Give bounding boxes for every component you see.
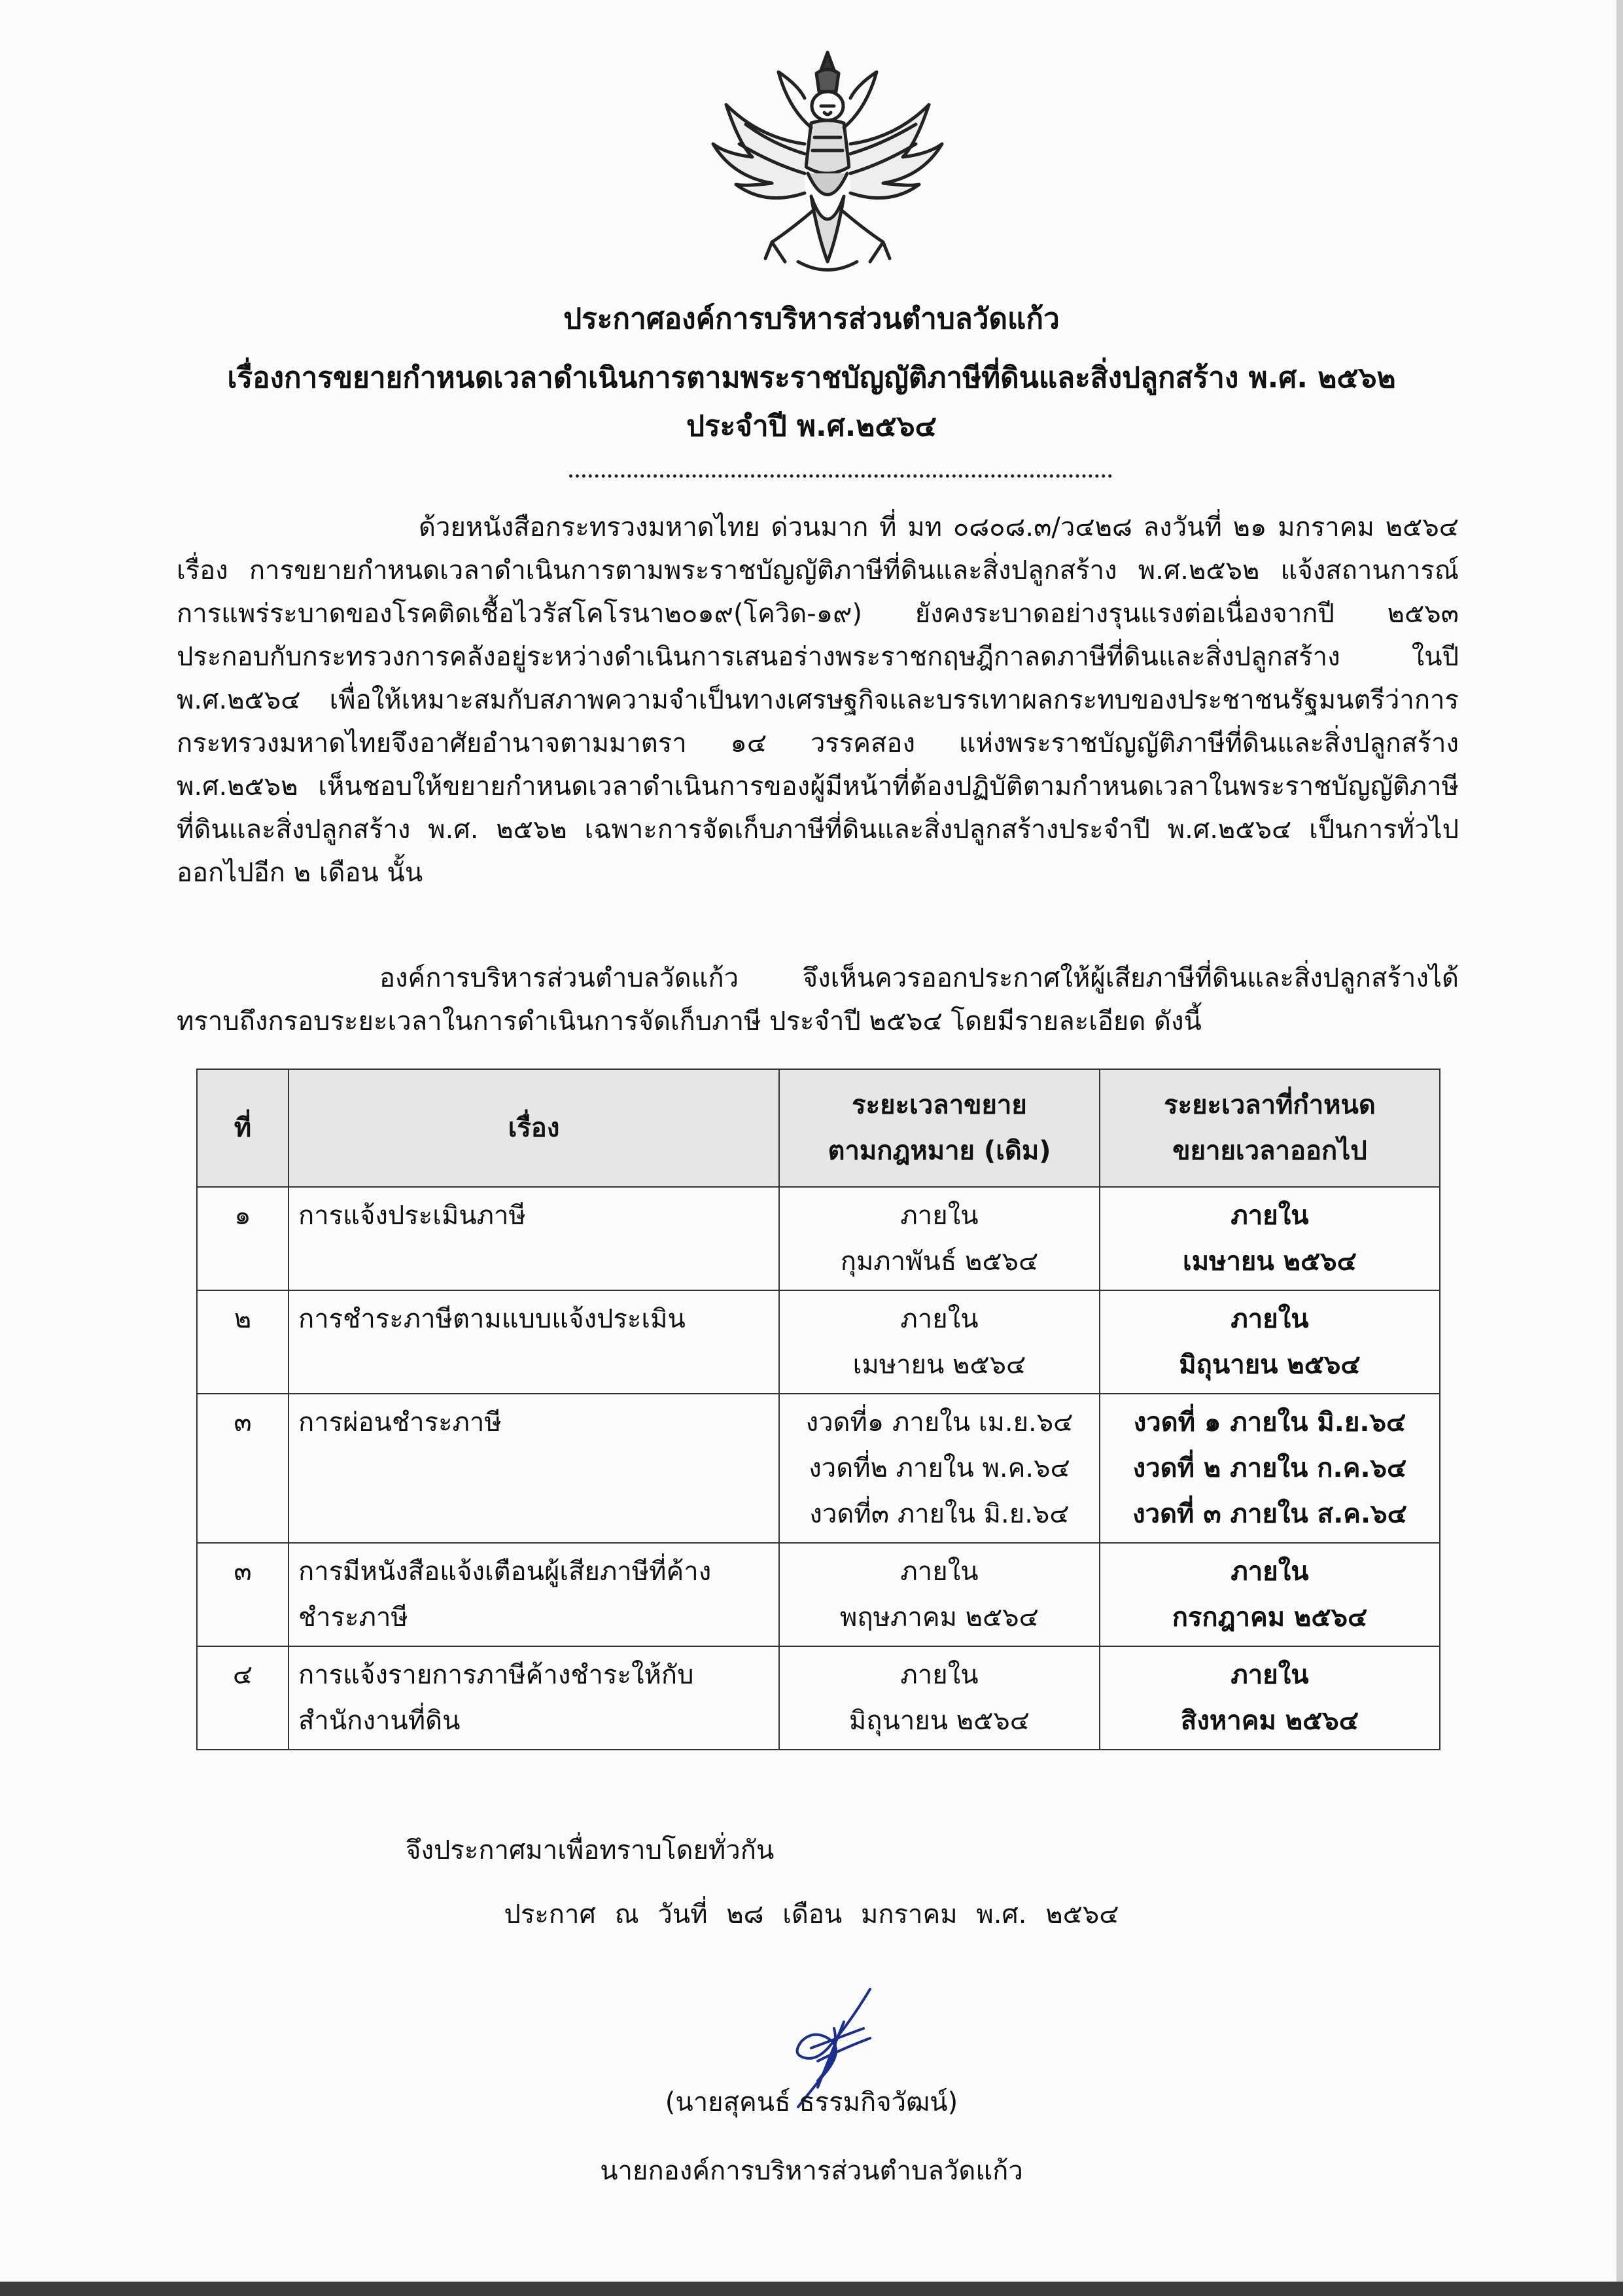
header-original-period [779,1069,1100,1187]
row-original-period-line: งวดที่๒ ภายใน พ.ค.๖๔ [809,1453,1070,1483]
row-original-period [779,1394,1100,1543]
row-number: ๓ [197,1543,288,1646]
row-original-period [779,1290,1100,1394]
row-original-period [779,1543,1100,1646]
row-extended-period [1100,1394,1440,1543]
row-subject-line: การแจ้งรายการภาษีค้างชำระให้กับ [298,1660,694,1690]
row-subject-line: การชำระภาษีตามแบบแจ้งประเมิน [298,1304,686,1334]
row-subject [288,1290,779,1394]
closing-statement: จึงประกาศมาเพื่อทราบโดยทั่วกัน [406,1835,775,1865]
row-subject [288,1646,779,1750]
paragraph-2-text: องค์การบริหารส่วนตำบลวัดแก้ว จึงเห็นควรออกประกาศให้ผู้เสียภาษีที่ดินและสิ่งปลูกสร้างได้ทราบถึงกรอบระยะเวลาในการดำเนินการจัดเก็บภาษี ประจำปี ๒๕๖๔ โดยมีรายละเอียด ดังนี้ [177,963,1459,1036]
announcement-year: ประจำปี พ.ศ.๒๕๖๔ [686,410,937,443]
row-extended-period [1100,1290,1440,1394]
body-paragraph-2 [177,957,1459,1043]
row-extended-period-line: กรกฎาคม ๒๕๖๔ [1172,1602,1368,1633]
table-row [197,1646,1440,1750]
body-paragraph-1 [177,506,1459,894]
paragraph-1-text: ด้วยหนังสือกระทรวงมหาดไทย ด่วนมาก ที่ มท ๐๘๐๘.๓/ว๔๒๘ ลงวันที่ ๒๑ มกราคม ๒๕๖๔ เรื่อง การขยายกำหนดเวลาดำเนินการตามพระราชบัญญัติภาษีที่ดินและสิ่งปลูกสร้าง พ.ศ.๒๕๖๒ แจ้งสถานการณ์การแพร่ระบาดของโรคติดเชื้อไวรัสโคโรนา๒๐๑๙(โควิด-๑๙) ยังคงระบาดอย่างรุนแรงต่อเนื่องจากปี ๒๕๖๓ ประกอบกับกระทรวงการคลังอยู่ระหว่างดำเนินการเสนอร่างพระราชกฤษฎีกาลดภาษีที่ดินและสิ่งปลูกสร้าง ในปี พ.ศ.๒๕๖๔ เพื่อให้เหมาะสมกับสภาพความจำเป็นทางเศรษฐกิจและบรรเทาผลกระทบของประชาชนรัฐมนตรีว่าการกระทรวงมหาดไทยจึงอาศัยอำนาจตามมาตรา ๑๔ วรรคสอง แห่งพระราชบัญญัติภาษีที่ดินและสิ่งปลูกสร้าง พ.ศ.๒๕๖๒ เห็นชอบให้ขยายกำหนดเวลาดำเนินการของผู้มีหน้าที่ต้องปฏิบัติตามกำหนดเวลาในพระราชบัญญัติภาษีที่ดินและสิ่งปลูกสร้าง พ.ศ. ๒๕๖๒ เฉพาะการจัดเก็บภาษีที่ดินและสิ่งปลูกสร้างประจำปี พ.ศ.๒๕๖๔ เป็นการทั่วไปออกไปอีก ๒ เดือน นั้น [177,512,1459,888]
row-extended-period-line: ภายใน [1230,1201,1309,1231]
scan-edge-bottom [0,2282,1623,2296]
row-extended-period-line: งวดที่ ๓ ภายใน ส.ค.๖๔ [1132,1499,1407,1529]
table-row [197,1290,1440,1394]
row-extended-period [1100,1187,1440,1290]
row-subject [288,1543,779,1646]
signer-name: (นายสุคนธ์ ธรรมกิจวัฒน์) [665,2087,958,2117]
row-extended-period-line: ภายใน [1230,1660,1309,1690]
row-original-period-line: งวดที่๓ ภายใน มิ.ย.๖๔ [809,1499,1070,1529]
header-extended-period-line2: ขยายเวลาออกไป [1172,1136,1367,1166]
row-number: ๔ [197,1646,288,1750]
row-original-period-line: ภายใน [900,1660,979,1690]
row-original-period-line: เมษายน ๒๕๖๔ [852,1350,1026,1380]
announcement-title: ประกาศองค์การบริหารส่วนตำบลวัดแก้ว [563,302,1060,336]
row-extended-period [1100,1646,1440,1750]
row-extended-period-line: ภายใน [1230,1557,1309,1587]
row-original-period [779,1646,1100,1750]
row-extended-period-line: งวดที่ ๒ ภายใน ก.ค.๖๔ [1132,1453,1407,1483]
row-extended-period-line: งวดที่ ๑ ภายใน มิ.ย.๖๔ [1133,1407,1406,1438]
garuda-emblem-icon [700,46,955,288]
header-extended-period-line1: ระยะเวลาที่กำหนด [1164,1090,1376,1120]
row-subject-line: การผ่อนชำระภาษี [298,1407,502,1438]
table-row [197,1543,1440,1646]
header-original-period-line2: ตามกฎหมาย (เดิม) [828,1136,1051,1166]
row-original-period-line: ภายใน [900,1304,979,1334]
announcement-subject: เรื่องการขยายกำหนดเวลาดำเนินการตามพระราชบัญญัติภาษีที่ดินและสิ่งปลูกสร้าง พ.ศ. ๒๕๖๒ [227,361,1396,395]
row-extended-period [1100,1543,1440,1646]
header-extended-period [1100,1069,1440,1187]
row-subject [288,1394,779,1543]
signer-position: นายกองค์การบริหารส่วนตำบลวัดแก้ว [600,2156,1023,2186]
dotted-divider [569,474,1112,478]
table-row [197,1187,1440,1290]
table-row [197,1394,1440,1543]
header-no: ที่ [197,1069,288,1187]
row-original-period-line: ภายใน [900,1201,979,1231]
table-header-row [197,1069,1440,1187]
row-original-period-line: งวดที่๑ ภายใน เม.ย.๖๔ [805,1407,1073,1438]
row-extended-period-line: มิถุนายน ๒๕๖๔ [1179,1350,1361,1380]
header-original-period-line1: ระยะเวลาขยาย [852,1090,1027,1120]
row-subject-line: สำนักงานที่ดิน [298,1706,461,1736]
row-extended-period-line: สิงหาคม ๒๕๖๔ [1180,1706,1359,1736]
announcement-date: ประกาศ ณ วันที่ ๒๘ เดือน มกราคม พ.ศ. ๒๕๖๔ [504,1899,1119,1930]
row-subject-line: การแจ้งประเมินภาษี [298,1201,526,1231]
row-original-period-line: พฤษภาคม ๒๕๖๔ [840,1602,1039,1633]
tax-schedule-table [196,1069,1440,1750]
row-extended-period-line: ภายใน [1230,1304,1309,1334]
row-original-period-line: มิถุนายน ๒๕๖๔ [848,1706,1030,1736]
row-original-period-line: ภายใน [900,1557,979,1587]
row-original-period [779,1187,1100,1290]
header-subject: เรื่อง [288,1069,779,1187]
scan-edge-right [1616,0,1623,2296]
row-extended-period-line: เมษายน ๒๕๖๔ [1183,1246,1357,1277]
row-number: ๑ [197,1187,288,1290]
row-subject-line: การมีหนังสือแจ้งเตือนผู้เสียภาษีที่ค้าง [298,1557,712,1587]
row-number: ๒ [197,1290,288,1394]
row-original-period-line: กุมภาพันธ์ ๒๕๖๔ [840,1246,1039,1277]
row-number: ๓ [197,1394,288,1543]
row-subject-line: ชำระภาษี [298,1602,408,1633]
row-subject [288,1187,779,1290]
